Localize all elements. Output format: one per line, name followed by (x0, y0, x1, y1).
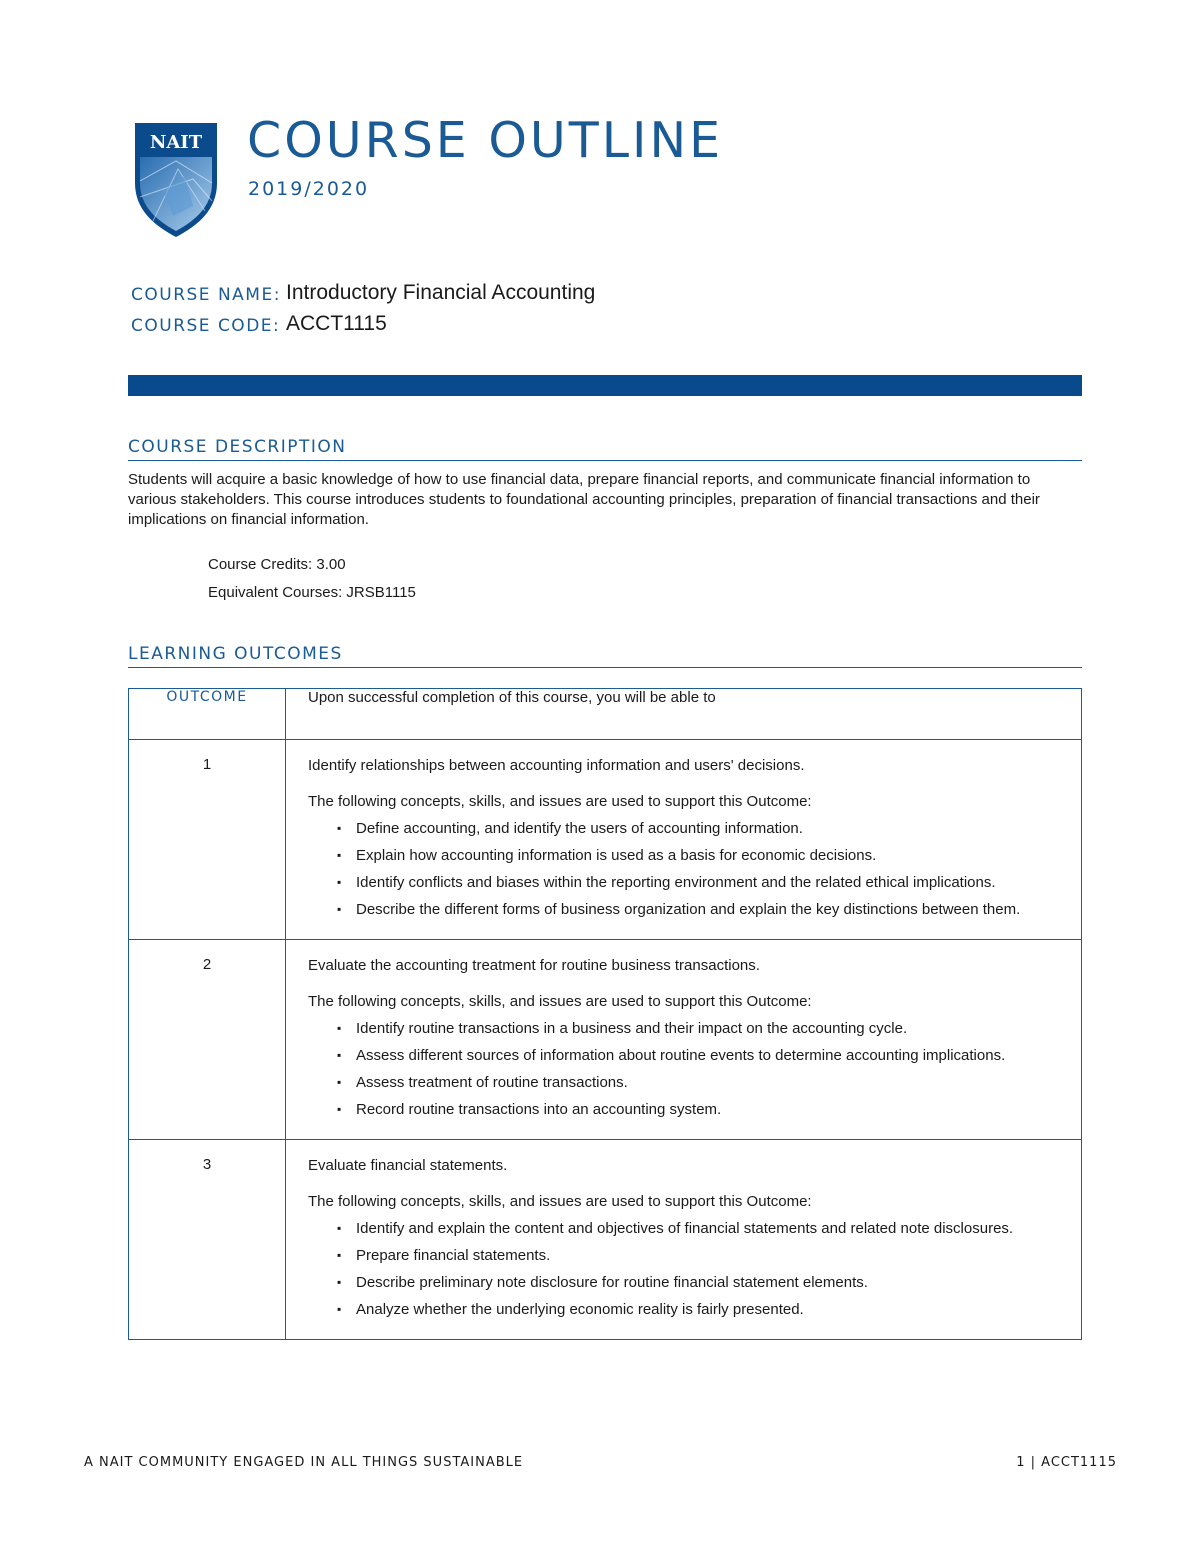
logo-text: NAIT (149, 132, 203, 153)
list-item: ▪ Identify conflicts and biases within the reporting environment and the related ethical implications. (356, 873, 1053, 892)
list-item: ▪ Describe the different forms of business organization and explain the key distinctions between them. (356, 900, 1053, 919)
outcome-title: Evaluate the accounting treatment for routine business transactions. (308, 957, 760, 974)
outcome-number: 3 (129, 1140, 286, 1340)
list-item: ▪ Record routine transactions into an accounting system. (356, 1100, 1053, 1119)
course-description-text: Students will acquire a basic knowledge of how to use financial data, prepare financial reports, and communicate financial information to various stakeholders. This course introduces students to foundational accounting principles, preparation of financial transactions and their implications on financial information. (128, 471, 1040, 528)
page-title: COURSE OUTLINE (247, 112, 724, 169)
list-item: ▪ Identify and explain the content and objectives of financial statements and related note disclosures. (356, 1219, 1053, 1238)
outcome-row (129, 740, 1082, 940)
course-code-value: ACCT1115 (286, 312, 387, 335)
list-item: ▪ Define accounting, and identify the users of accounting information. (356, 819, 1053, 838)
outcome-number: 1 (129, 740, 286, 940)
footer-page-number: 1 | ACCT1115 (1016, 1455, 1117, 1470)
academic-year: 2019/2020 (248, 178, 370, 200)
outcome-body (286, 940, 1082, 1140)
outcome-row (129, 940, 1082, 1140)
outcome-bullet-list (308, 1219, 1053, 1319)
list-item: ▪ Assess different sources of information about routine events to determine accounting implications. (356, 1046, 1053, 1065)
outcome-bullet-list (308, 819, 1053, 919)
outcome-body (286, 740, 1082, 940)
course-code-label: COURSE CODE: (131, 316, 281, 336)
list-item: ▪ Analyze whether the underlying economic reality is fairly presented. (356, 1300, 1053, 1319)
course-credits: Course Credits: 3.00 (208, 556, 346, 573)
list-item: ▪ Describe preliminary note disclosure for routine financial statement elements. (356, 1273, 1053, 1292)
list-item: ▪ Assess treatment of routine transactions. (356, 1073, 1053, 1092)
outcome-intro: The following concepts, skills, and issues are used to support this Outcome: (308, 1193, 812, 1210)
nait-logo-icon (133, 121, 219, 239)
header-divider-bar (128, 375, 1082, 396)
outcome-intro: The following concepts, skills, and issues are used to support this Outcome: (308, 993, 812, 1010)
learning-outcomes-table (128, 688, 1082, 1340)
course-name-label: COURSE NAME: (131, 285, 281, 305)
list-item: ▪ Identify routine transactions in a business and their impact on the accounting cycle. (356, 1019, 1053, 1038)
footer-tagline: A NAIT COMMUNITY ENGAGED IN ALL THINGS SUSTAINABLE (84, 1455, 524, 1470)
outcome-body (286, 1140, 1082, 1340)
equivalent-courses: Equivalent Courses: JRSB1115 (208, 584, 416, 601)
outcome-intro: The following concepts, skills, and issues are used to support this Outcome: (308, 793, 812, 810)
course-description-heading: COURSE DESCRIPTION (128, 437, 1082, 461)
description-column-header: Upon successful completion of this course, you will be able to (286, 689, 1082, 740)
list-item: ▪ Explain how accounting information is used as a basis for economic decisions. (356, 846, 1053, 865)
list-item: ▪ Prepare financial statements. (356, 1246, 1053, 1265)
outcome-row (129, 1140, 1082, 1340)
outcome-title: Identify relationships between accounting information and users' decisions. (308, 757, 805, 774)
learning-outcomes-heading: LEARNING OUTCOMES (128, 644, 1082, 668)
outcome-column-header: OUTCOME (129, 689, 286, 740)
table-header-row (129, 689, 1082, 740)
outcome-number: 2 (129, 940, 286, 1140)
outcome-bullet-list (308, 1019, 1053, 1119)
outcome-title: Evaluate financial statements. (308, 1157, 508, 1174)
course-name-value: Introductory Financial Accounting (286, 281, 596, 304)
